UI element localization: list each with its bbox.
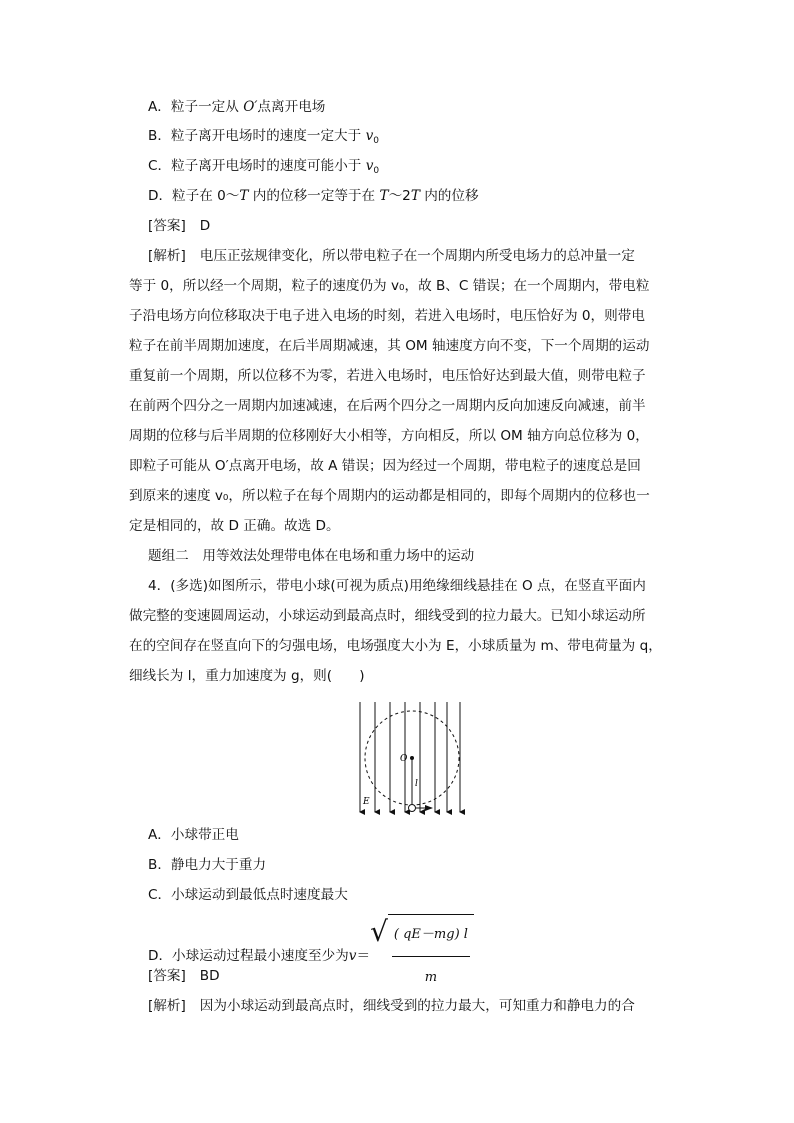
q4-option-c: C．小球运动到最低点时速度最大 [148, 887, 348, 903]
sqrt-expression: √ $\frac{( qE-mg) l}{m}$ [370, 914, 474, 998]
section-title: 题组二 用等效法处理带电体在电场和重力场中的运动 [148, 548, 475, 564]
q4-option-a: A．小球带正电 [148, 827, 239, 843]
fraction-numerator: ( qE－mg) l [392, 915, 470, 957]
electric-field-circle-figure [350, 700, 470, 820]
q4-stem-line-1: 4．(多选)如图所示，带电小球(可视为质点)用绝缘细线悬挂在 O 点，在竖直平面内 [148, 578, 646, 594]
label-l: l [415, 779, 418, 789]
q3-analysis-line-10: 定是相同的，故 D 正确。故选 D。 [129, 518, 340, 534]
q3-option-b: B．粒子离开电场时的速度一定大于 $v_0$ [148, 128, 379, 146]
q4-stem-line-2: 做完整的变速圆周运动，小球运动到最高点时，细线受到的拉力最大。已知小球运动所 [129, 608, 646, 624]
label-e: E [363, 797, 370, 807]
q3-analysis-line-8: 即粒子可能从 O′点离开电场，故 A 错误；因为经过一个周期，带电粒子的速度总是回 [129, 458, 641, 474]
q3-analysis-line-7: 周期的位移与后半周期的位移刚好大小相等，方向相反，所以 OM 轴方向总位移为 0， [129, 428, 649, 444]
ball [409, 805, 416, 812]
q3-answer: [答案] D [148, 218, 211, 234]
q3-analysis-line-3: 子沿电场方向位移取决于电子进入电场的时刻，若进入电场时，电压恰好为 0，则带电 [129, 308, 645, 324]
q3-analysis-line-4: 粒子在前半周期加速度，在后半周期减速，其 OM 轴速度方向不变，下一个周期的运动 [129, 338, 650, 354]
q4-analysis-line-1: [解析] 因为小球运动到最高点时，细线受到的拉力最大，可知重力和静电力的合 [148, 998, 635, 1014]
q3-analysis-line-1: [解析] 电压正弦规律变化，所以带电粒子在一个周期内所受电场力的总冲量一定 [148, 248, 635, 264]
q4-stem-line-4: 细线长为 l，重力加速度为 g，则( ) [129, 668, 365, 684]
q3-option-c: C．粒子离开电场时的速度可能小于 $v_0$ [148, 158, 380, 176]
q4-option-d: D．小球运动过程最小速度至少为 v ＝ √ $\frac{( qE-mg) l}{m}$ [148, 914, 474, 998]
q3-option-a: A．粒子一定从 O′点离开电场 [148, 99, 326, 115]
q3-option-d: D．粒子在 0～T 内的位移一定等于在 T～2T 内的位移 [148, 188, 479, 204]
q4-answer: [答案] BD [148, 968, 220, 984]
q3-analysis-line-9: 到原来的速度 v₀，所以粒子在每个周期内的运动都是相同的，即每个周期内的位移也一 [129, 488, 650, 504]
q3-analysis-line-6: 在前两个四分之一周期内加速减速，在后两个四分之一周期内反向加速反向减速，前半 [129, 398, 646, 414]
q3-analysis-line-2: 等于 0，所以经一个周期，粒子的速度仍为 v₀，故 B、C 错误；在一个周期内，带电粒 [129, 278, 650, 294]
label-o: O [400, 754, 408, 764]
fraction-denominator: m [424, 970, 438, 985]
q4-stem-line-3: 在的空间存在竖直向下的匀强电场，电场强度大小为 E，小球质量为 m、带电荷量为 q， [129, 638, 662, 654]
q4-option-b: B．静电力大于重力 [148, 857, 267, 873]
q3-analysis-line-5: 重复前一个周期，所以位移不为零，若进入电场时，电压恰好达到最大值，则带电粒子 [129, 368, 646, 384]
